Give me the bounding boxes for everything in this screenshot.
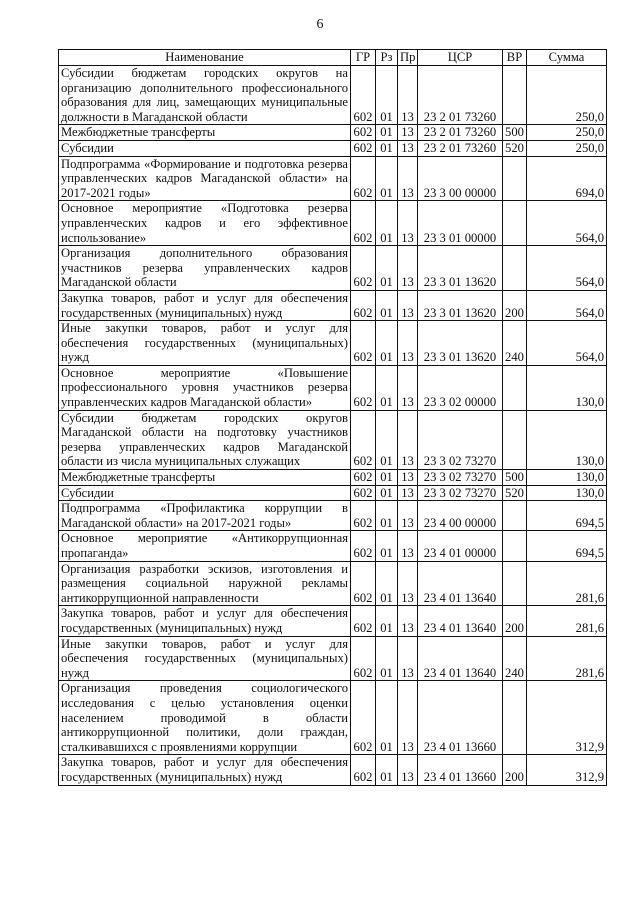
cell-gr: 602 [351, 365, 376, 410]
cell-csr: 23 3 00 00000 [418, 156, 503, 201]
cell-vr [503, 156, 527, 201]
cell-sum: 694,5 [527, 531, 607, 561]
cell-gr: 602 [351, 470, 376, 486]
cell-pr: 13 [398, 681, 418, 755]
table-row [59, 290, 607, 320]
cell-gr: 602 [351, 290, 376, 320]
cell-rz: 01 [376, 365, 398, 410]
table-row [59, 140, 607, 156]
cell-vr: 500 [503, 470, 527, 486]
table-row [59, 365, 607, 410]
cell-pr: 13 [398, 246, 418, 291]
cell-pr: 13 [398, 156, 418, 201]
table-row [59, 561, 607, 606]
cell-rz: 01 [376, 561, 398, 606]
cell-sum: 130,0 [527, 365, 607, 410]
cell-gr: 602 [351, 485, 376, 501]
cell-sum: 694,5 [527, 501, 607, 531]
table-row [59, 501, 607, 531]
cell-name: Основное мероприятие «Подготовка резерва управленческих кадров и его эффективное использование» [59, 201, 351, 246]
cell-name: Субсидии [59, 485, 351, 501]
cell-name: Иные закупки товаров, работ и услуг для обеспечения государственных (муниципальных) нужд [59, 321, 351, 366]
cell-name: Субсидии бюджетам городских округов на организацию дополнительного профессионального образования для лиц, замещающих муниципальные должности в Магаданской области [59, 66, 351, 125]
col-header-pr: Пр [398, 50, 418, 66]
cell-rz: 01 [376, 531, 398, 561]
cell-pr: 13 [398, 201, 418, 246]
cell-sum: 130,0 [527, 410, 607, 469]
cell-vr [503, 501, 527, 531]
cell-gr: 602 [351, 66, 376, 125]
cell-name: Организация дополнительного образования участников резерва управленческих кадров Магаданской области [59, 246, 351, 291]
cell-csr: 23 3 01 13620 [418, 321, 503, 366]
cell-pr: 13 [398, 755, 418, 785]
cell-pr: 13 [398, 470, 418, 486]
cell-gr: 602 [351, 755, 376, 785]
cell-sum: 130,0 [527, 485, 607, 501]
cell-name: Субсидии бюджетам городских округов Магаданской области на подготовку участников резерва управленческих кадров Магаданской области из числа муниципальных служащих [59, 410, 351, 469]
cell-rz: 01 [376, 201, 398, 246]
cell-pr: 13 [398, 410, 418, 469]
cell-csr: 23 4 01 00000 [418, 531, 503, 561]
cell-pr: 13 [398, 365, 418, 410]
cell-rz: 01 [376, 470, 398, 486]
table-row [59, 410, 607, 469]
cell-pr: 13 [398, 636, 418, 681]
cell-csr: 23 4 01 13660 [418, 681, 503, 755]
cell-csr: 23 4 01 13640 [418, 606, 503, 636]
cell-sum: 564,0 [527, 290, 607, 320]
cell-vr: 240 [503, 321, 527, 366]
table-row [59, 156, 607, 201]
cell-sum: 564,0 [527, 321, 607, 366]
cell-pr: 13 [398, 531, 418, 561]
table-row [59, 531, 607, 561]
cell-name: Межбюджетные трансферты [59, 125, 351, 141]
cell-name: Иные закупки товаров, работ и услуг для обеспечения государственных (муниципальных) нужд [59, 636, 351, 681]
cell-pr: 13 [398, 66, 418, 125]
cell-name: Субсидии [59, 140, 351, 156]
cell-pr: 13 [398, 140, 418, 156]
cell-rz: 01 [376, 755, 398, 785]
cell-gr: 602 [351, 681, 376, 755]
cell-vr [503, 561, 527, 606]
cell-vr: 500 [503, 125, 527, 141]
cell-rz: 01 [376, 125, 398, 141]
cell-vr [503, 201, 527, 246]
cell-gr: 602 [351, 501, 376, 531]
table-row [59, 606, 607, 636]
page-number: 6 [316, 17, 324, 32]
cell-csr: 23 3 02 73270 [418, 470, 503, 486]
cell-rz: 01 [376, 290, 398, 320]
cell-gr: 602 [351, 636, 376, 681]
cell-csr: 23 4 01 13640 [418, 636, 503, 681]
cell-name: Закупка товаров, работ и услуг для обеспечения государственных (муниципальных) нужд [59, 755, 351, 785]
cell-name: Закупка товаров, работ и услуг для обеспечения государственных (муниципальных) нужд [59, 290, 351, 320]
col-header-rz: Рз [376, 50, 398, 66]
cell-name: Закупка товаров, работ и услуг для обеспечения государственных (муниципальных) нужд [59, 606, 351, 636]
cell-csr: 23 3 01 13620 [418, 290, 503, 320]
table-row [59, 681, 607, 755]
cell-csr: 23 2 01 73260 [418, 66, 503, 125]
cell-rz: 01 [376, 156, 398, 201]
col-header-gr: ГР [351, 50, 376, 66]
cell-rz: 01 [376, 410, 398, 469]
cell-gr: 602 [351, 156, 376, 201]
cell-vr [503, 681, 527, 755]
col-header-name: Наименование [59, 50, 351, 66]
col-header-sum: Сумма [527, 50, 607, 66]
table-row [59, 321, 607, 366]
cell-sum: 281,6 [527, 606, 607, 636]
cell-gr: 602 [351, 140, 376, 156]
cell-gr: 602 [351, 531, 376, 561]
cell-pr: 13 [398, 501, 418, 531]
cell-csr: 23 2 01 73260 [418, 140, 503, 156]
cell-rz: 01 [376, 681, 398, 755]
cell-gr: 602 [351, 201, 376, 246]
cell-vr: 520 [503, 485, 527, 501]
cell-csr: 23 4 00 00000 [418, 501, 503, 531]
cell-rz: 01 [376, 501, 398, 531]
cell-rz: 01 [376, 246, 398, 291]
cell-vr: 200 [503, 755, 527, 785]
table-row [59, 201, 607, 246]
cell-sum: 564,0 [527, 246, 607, 291]
cell-pr: 13 [398, 125, 418, 141]
cell-vr [503, 365, 527, 410]
cell-sum: 312,9 [527, 681, 607, 755]
cell-vr [503, 246, 527, 291]
cell-gr: 602 [351, 246, 376, 291]
cell-sum: 281,6 [527, 636, 607, 681]
cell-csr: 23 3 01 00000 [418, 201, 503, 246]
cell-vr: 200 [503, 290, 527, 320]
cell-name: Подпрограмма «Профилактика коррупции в Магаданской области» на 2017-2021 годы» [59, 501, 351, 531]
table-row [59, 755, 607, 785]
cell-sum: 130,0 [527, 470, 607, 486]
cell-csr: 23 3 02 00000 [418, 365, 503, 410]
cell-sum: 564,0 [527, 201, 607, 246]
cell-rz: 01 [376, 66, 398, 125]
cell-vr: 200 [503, 606, 527, 636]
cell-pr: 13 [398, 485, 418, 501]
col-header-csr: ЦСР [418, 50, 503, 66]
cell-vr [503, 410, 527, 469]
table-header-row [59, 50, 607, 66]
cell-name: Организация разработки эскизов, изготовления и размещения социальной наружной рекламы антикоррупционной направленности [59, 561, 351, 606]
cell-gr: 602 [351, 561, 376, 606]
cell-pr: 13 [398, 321, 418, 366]
cell-csr: 23 4 01 13640 [418, 561, 503, 606]
cell-sum: 250,0 [527, 66, 607, 125]
cell-pr: 13 [398, 561, 418, 606]
cell-sum: 250,0 [527, 125, 607, 141]
cell-rz: 01 [376, 321, 398, 366]
table-row [59, 66, 607, 125]
cell-vr [503, 531, 527, 561]
cell-name: Организация проведения социологического исследования с целью установления оценки населением проводимой в области антикоррупционной политики, доли граждан, сталкивавшихся с проявлениями коррупции [59, 681, 351, 755]
cell-csr: 23 2 01 73260 [418, 125, 503, 141]
cell-sum: 312,9 [527, 755, 607, 785]
col-header-vr: ВР [503, 50, 527, 66]
cell-sum: 281,6 [527, 561, 607, 606]
table-row [59, 246, 607, 291]
cell-csr: 23 4 01 13660 [418, 755, 503, 785]
cell-name: Основное мероприятие «Повышение профессионального уровня участников резерва управленческих кадров Магаданской области» [59, 365, 351, 410]
cell-rz: 01 [376, 606, 398, 636]
cell-name: Межбюджетные трансферты [59, 470, 351, 486]
table-row [59, 636, 607, 681]
table-row [59, 125, 607, 141]
table-row [59, 485, 607, 501]
cell-vr: 520 [503, 140, 527, 156]
cell-pr: 13 [398, 290, 418, 320]
cell-gr: 602 [351, 410, 376, 469]
cell-name: Подпрограмма «Формирование и подготовка резерва управленческих кадров Магаданской области» на 2017-2021 годы» [59, 156, 351, 201]
cell-gr: 602 [351, 321, 376, 366]
cell-csr: 23 3 01 13620 [418, 246, 503, 291]
cell-csr: 23 3 02 73270 [418, 410, 503, 469]
cell-rz: 01 [376, 485, 398, 501]
cell-rz: 01 [376, 636, 398, 681]
cell-pr: 13 [398, 606, 418, 636]
table-row [59, 470, 607, 486]
cell-sum: 694,0 [527, 156, 607, 201]
cell-vr [503, 66, 527, 125]
cell-rz: 01 [376, 140, 398, 156]
cell-gr: 602 [351, 606, 376, 636]
cell-csr: 23 3 02 73270 [418, 485, 503, 501]
cell-vr: 240 [503, 636, 527, 681]
cell-gr: 602 [351, 125, 376, 141]
cell-sum: 250,0 [527, 140, 607, 156]
cell-name: Основное мероприятие «Антикоррупционная пропаганда» [59, 531, 351, 561]
budget-table [58, 49, 607, 786]
